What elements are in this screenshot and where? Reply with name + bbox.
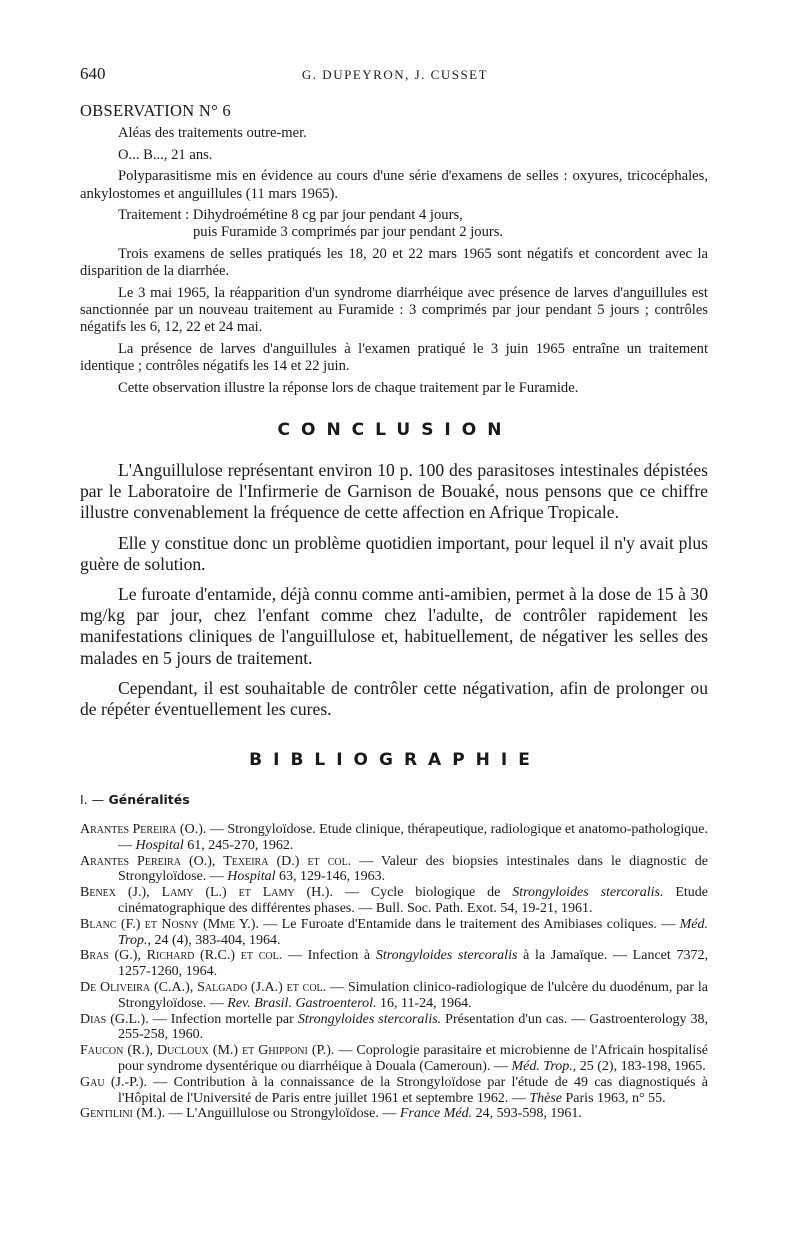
reference-authors: Gau (J.-P.). xyxy=(80,1074,148,1090)
reference-journal: Hospital xyxy=(135,837,184,853)
conclusion-paragraph: Elle y constitue donc un problème quotidien important, pour lequel il n'y avait plus guère de solution. xyxy=(80,532,708,574)
conclusion-paragraph: L'Anguillulose représentant environ 10 p. 100 des parasitoses intestinales dépistées par le Laboratoire de l'Infirmerie de Garnison de Bouaké, nous pensons que ce chiffre illustre convenablement la fréquence de cette affection en Afrique Tropicale. xyxy=(80,460,708,523)
reference-details: Paris 1963, n° 55. xyxy=(562,1090,666,1106)
reference-title: — Simulation clinico-radiologique de l'ulcère du duodénum, par la Strongyloïdose. — xyxy=(118,979,708,1011)
bibliography-subsection xyxy=(80,792,190,807)
reference-details: 24 (4), 383-404, 1964. xyxy=(150,932,281,948)
reference-title: — Strongyloïdose. Etude clinique, thérapeutique, radiologique et anatomo-pathologique. — xyxy=(118,822,708,853)
bibliography-title: BIBLIOGRAPHIE xyxy=(249,750,541,770)
reference-entry xyxy=(80,822,708,854)
reference-entry xyxy=(80,917,708,949)
page-header xyxy=(80,64,710,90)
reference-details: 24, 593-598, 1961. xyxy=(472,1106,582,1122)
reference-authors: Faucon (R.), Ducloux (M.) et Ghipponi (P.). xyxy=(80,1043,335,1059)
reference-journal: Rev. Brasil. Gastroenterol. xyxy=(227,995,377,1011)
observation-paragraph: O... B..., 21 ans. xyxy=(118,146,213,163)
reference-authors: Dias (G.L.). xyxy=(80,1011,149,1027)
reference-authors: Gentilini (M.). xyxy=(80,1106,166,1122)
reference-authors: Arantes Pereira (O.), Texeira (D.) et col. xyxy=(80,853,352,869)
observation-paragraph: Trois examens de selles pratiqués les 18, 20 et 22 mars 1965 sont négatifs et concordent avec la disparition de la diarrhée. xyxy=(80,245,708,280)
reference-title: — Coprologie parasitaire et microbienne de l'Africain hospitalisé pour syndrome dysentérique ou diarrhéique à Douala (Cameroun). — xyxy=(118,1043,708,1074)
reference-entry xyxy=(80,885,708,917)
conclusion-paragraph: Le furoate d'entamide, déjà connu comme anti-amibien, permet à la dose de 15 à 30 mg/kg par jour, chez l'enfant comme chez l'adulte, de contrôler rapidement les manifestations cliniques de l'anguillulose et, habituellement, de négativer les selles des malades en 5 jours de traitement. xyxy=(80,584,708,668)
reference-details: 61, 245-270, 1962. xyxy=(183,837,294,853)
reference-journal: Méd. Trop., xyxy=(511,1058,577,1074)
reference-authors: Arantes Pereira (O.). xyxy=(80,822,207,837)
reference-title: — Contribution à la connaissance de la Strongyloïdose par l'étude de 49 cas diagnostiqués à l'Hôpital de l'Université de Paris entre juillet 1961 et septembre 1962. — xyxy=(118,1074,708,1106)
subsection-number: I. — xyxy=(80,792,105,807)
reference-entry xyxy=(80,1106,708,1122)
observation-section xyxy=(80,102,708,401)
reference-journal: Strongyloides stercoralis xyxy=(375,948,518,964)
reference-journal: Méd. Trop., xyxy=(118,916,708,948)
conclusion-title: CONCLUSION xyxy=(277,420,513,440)
reference-entry xyxy=(80,980,708,1012)
reference-title: — Le Furoate d'Entamide dans le traitement des Amibiases coliques. — xyxy=(258,916,680,932)
reference-authors: Bras (G.), Richard (R.C.) et col. xyxy=(80,948,283,964)
observation-paragraph: Cette observation illustre la réponse lors de chaque traitement par le Furamide. xyxy=(118,379,579,396)
observation-paragraph: Aléas des traitements outre-mer. xyxy=(118,125,307,142)
reference-authors: Blanc (F.) et Nosny (Mme Y.). xyxy=(80,916,259,932)
reference-title: — L'Anguillulose ou Strongyloïdose. — xyxy=(165,1106,400,1122)
running-head: G. DUPEYRON, J. CUSSET xyxy=(301,67,489,82)
page-number: 640 xyxy=(80,64,106,83)
reference-entry xyxy=(80,948,708,980)
reference-journal: France Méd. xyxy=(399,1106,473,1122)
observation-paragraph: Polyparasitisme mis en évidence au cours d'une série d'examens de selles : oxyures, tricocéphales, ankylostomes et anguillules (11 mars 1965). xyxy=(80,168,708,202)
subsection-label: Généralités xyxy=(108,792,190,807)
reference-details: 25 (2), 183-198, 1965. xyxy=(576,1058,706,1074)
observation-paragraph: La présence de larves d'anguillules à l'examen pratiqué le 3 juin 1965 entraîne un traitement identique ; contrôles négatifs les 14 et 22 juin. xyxy=(80,340,708,375)
reference-title: — Valeur des biopsies intestinales dans le diagnostic de Strongyloïdose. — xyxy=(118,853,708,885)
reference-list xyxy=(80,822,708,1122)
reference-entry xyxy=(80,854,708,886)
observation-paragraph: Traitement : Dihydroémétine 8 cg par jour pendant 4 jours, xyxy=(118,207,463,224)
reference-journal: Strongyloides stercoralis. xyxy=(512,885,664,901)
reference-journal: Thèse xyxy=(529,1090,563,1106)
observation-line: puis Furamide 3 comprimés par jour pendant 2 jours. xyxy=(193,224,504,241)
reference-journal: Strongyloides stercoralis. xyxy=(297,1011,442,1027)
reference-authors: De Oliveira (C.A.), Salgado (J.A.) et col. xyxy=(80,979,327,995)
reference-title: — Infection à xyxy=(282,948,376,964)
reference-details: Etude cinématographique des différentes phases. — Bull. Soc. Path. Exot. 54, 19-21, 1961. xyxy=(118,885,709,916)
conclusion-paragraph: Cependant, il est souhaitable de contrôler cette négativation, afin de prolonger ou de répéter éventuellement les cures. xyxy=(80,677,708,720)
reference-details: à la Jamaïque. — Lancet 7372, 1257-1260, 1964. xyxy=(118,948,708,980)
reference-journal: Hospital xyxy=(227,869,276,885)
observation-paragraph: Le 3 mai 1965, la réapparition d'un syndrome diarrhéique avec présence de larves d'anguillules est sanctionnée par un nouveau traitement au Furamide : 3 comprimés par jour pendant 5 jours ; contrôles négatifs les 6, 12, 22 et 24 mai. xyxy=(80,284,708,336)
conclusion-section xyxy=(80,460,708,729)
observation-paragraph xyxy=(80,224,708,241)
reference-details: 63, 129-146, 1963. xyxy=(275,869,386,885)
observation-title: OBSERVATION N° 6 xyxy=(80,101,231,120)
reference-details: 16, 11-24, 1964. xyxy=(376,995,472,1011)
reference-authors: Benex (J.), Lamy (L.) et Lamy (H.). xyxy=(80,885,333,901)
reference-title: — Cycle biologique de xyxy=(332,885,513,901)
reference-entry xyxy=(80,1043,708,1075)
reference-entry xyxy=(80,1075,708,1107)
reference-details: Présentation d'un cas. — Gastroenterology 38, 255-258, 1960. xyxy=(118,1011,708,1043)
reference-entry xyxy=(80,1012,708,1044)
reference-title: — Infection mortelle par xyxy=(148,1011,298,1027)
